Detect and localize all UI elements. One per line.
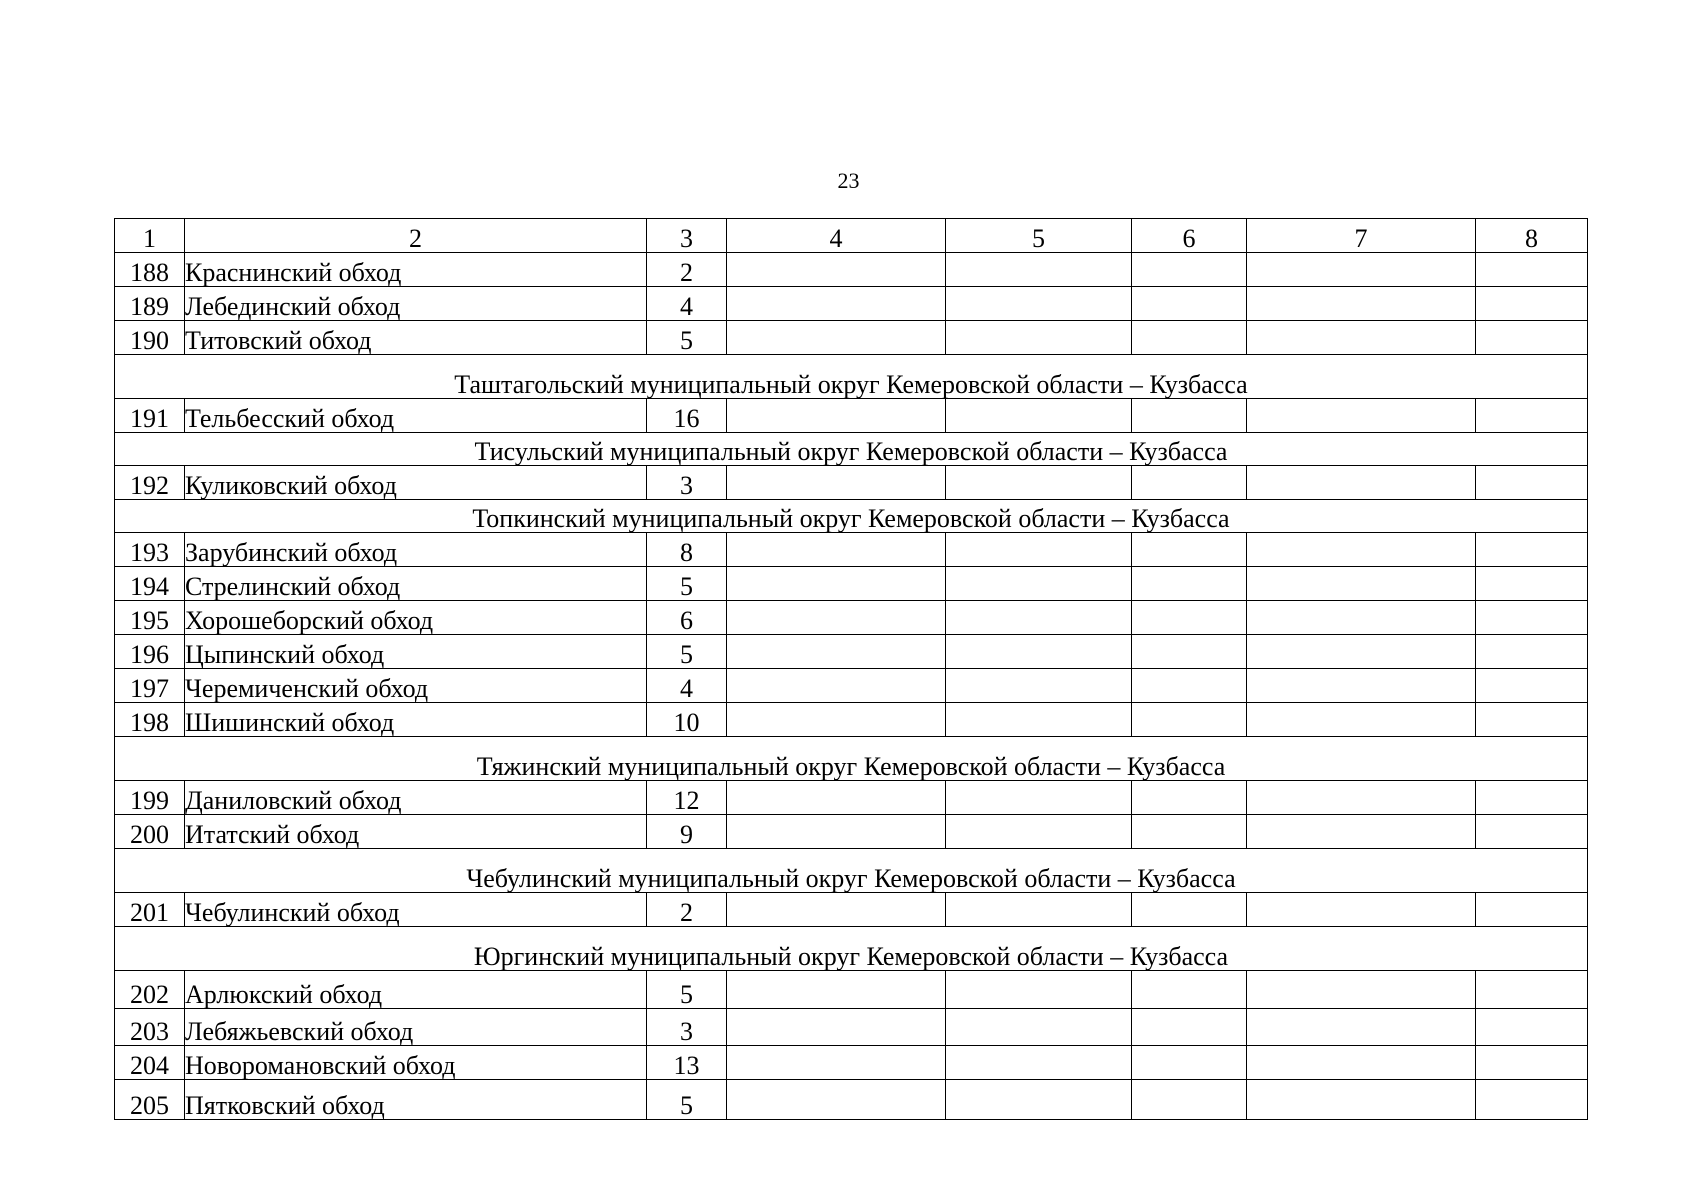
empty-cell — [946, 781, 1132, 815]
empty-cell — [1132, 253, 1247, 287]
empty-cell — [1247, 815, 1476, 849]
row-name: Итатский обход — [185, 815, 647, 849]
row-name: Чебулинский обход — [185, 893, 647, 927]
empty-cell — [1247, 253, 1476, 287]
empty-cell — [946, 669, 1132, 703]
column-header: 4 — [727, 219, 946, 253]
empty-cell — [727, 533, 946, 567]
header-row — [115, 219, 1588, 253]
row-value: 5 — [647, 567, 727, 601]
empty-cell — [1132, 971, 1247, 1009]
empty-cell — [946, 635, 1132, 669]
empty-cell — [946, 971, 1132, 1009]
row-number: 196 — [115, 635, 185, 669]
row-value: 13 — [647, 1046, 727, 1080]
empty-cell — [946, 601, 1132, 635]
empty-cell — [727, 466, 946, 500]
row-name: Краснинский обход — [185, 253, 647, 287]
row-value: 16 — [647, 399, 727, 433]
empty-cell — [727, 321, 946, 355]
empty-cell — [727, 971, 946, 1009]
section-title: Топкинский муниципальный округ Кемеровской области – Кузбасса — [115, 500, 1588, 533]
empty-cell — [1132, 781, 1247, 815]
row-name: Черемиченский обход — [185, 669, 647, 703]
row-value: 2 — [647, 253, 727, 287]
table-row — [115, 815, 1588, 849]
empty-cell — [1476, 635, 1588, 669]
empty-cell — [1132, 1009, 1247, 1046]
column-header: 8 — [1476, 219, 1588, 253]
empty-cell — [1476, 669, 1588, 703]
column-header: 7 — [1247, 219, 1476, 253]
row-number: 193 — [115, 533, 185, 567]
table-row — [115, 601, 1588, 635]
empty-cell — [946, 1009, 1132, 1046]
row-name: Цыпинский обход — [185, 635, 647, 669]
table-row — [115, 971, 1588, 1009]
empty-cell — [1247, 533, 1476, 567]
empty-cell — [946, 533, 1132, 567]
empty-cell — [1132, 703, 1247, 737]
empty-cell — [1132, 1080, 1247, 1120]
page-number: 23 — [837, 168, 860, 193]
empty-cell — [727, 781, 946, 815]
row-value: 2 — [647, 893, 727, 927]
row-number: 195 — [115, 601, 185, 635]
section-row — [115, 737, 1588, 781]
row-value: 5 — [647, 1080, 727, 1120]
empty-cell — [1476, 971, 1588, 1009]
row-number: 201 — [115, 893, 185, 927]
empty-cell — [1247, 399, 1476, 433]
row-number: 202 — [115, 971, 185, 1009]
row-name: Титовский обход — [185, 321, 647, 355]
empty-cell — [1132, 533, 1247, 567]
empty-cell — [1132, 399, 1247, 433]
row-number: 192 — [115, 466, 185, 500]
row-value: 10 — [647, 703, 727, 737]
table-row — [115, 567, 1588, 601]
row-name: Зарубинский обход — [185, 533, 647, 567]
column-header: 6 — [1132, 219, 1247, 253]
empty-cell — [946, 466, 1132, 500]
empty-cell — [946, 253, 1132, 287]
section-title: Чебулинский муниципальный округ Кемеровской области – Кузбасса — [115, 849, 1588, 893]
column-header: 2 — [185, 219, 647, 253]
empty-cell — [1247, 601, 1476, 635]
data-table — [114, 218, 1588, 1120]
empty-cell — [946, 399, 1132, 433]
table-row — [115, 466, 1588, 500]
empty-cell — [727, 703, 946, 737]
empty-cell — [1247, 1009, 1476, 1046]
empty-cell — [727, 1046, 946, 1080]
row-name: Шишинский обход — [185, 703, 647, 737]
table-row — [115, 399, 1588, 433]
empty-cell — [1247, 971, 1476, 1009]
row-name: Пятковский обход — [185, 1080, 647, 1120]
section-title: Таштагольский муниципальный округ Кемеровской области – Кузбасса — [115, 355, 1588, 399]
empty-cell — [727, 893, 946, 927]
empty-cell — [1247, 635, 1476, 669]
empty-cell — [1132, 466, 1247, 500]
empty-cell — [1132, 669, 1247, 703]
empty-cell — [1476, 1046, 1588, 1080]
row-number: 204 — [115, 1046, 185, 1080]
empty-cell — [1132, 321, 1247, 355]
empty-cell — [727, 1080, 946, 1120]
row-value: 3 — [647, 1009, 727, 1046]
empty-cell — [946, 1080, 1132, 1120]
table-row — [115, 1046, 1588, 1080]
table-row — [115, 893, 1588, 927]
empty-cell — [946, 287, 1132, 321]
empty-cell — [727, 1009, 946, 1046]
row-number: 199 — [115, 781, 185, 815]
empty-cell — [1476, 399, 1588, 433]
table-row — [115, 287, 1588, 321]
empty-cell — [1247, 287, 1476, 321]
empty-cell — [1132, 1046, 1247, 1080]
empty-cell — [727, 635, 946, 669]
row-name: Тельбесский обход — [185, 399, 647, 433]
row-value: 5 — [647, 321, 727, 355]
empty-cell — [946, 893, 1132, 927]
empty-cell — [1247, 1080, 1476, 1120]
empty-cell — [1132, 815, 1247, 849]
empty-cell — [1476, 601, 1588, 635]
empty-cell — [1132, 893, 1247, 927]
row-name: Лебединский обход — [185, 287, 647, 321]
row-number: 188 — [115, 253, 185, 287]
column-header: 1 — [115, 219, 185, 253]
row-value: 4 — [647, 669, 727, 703]
row-name: Куликовский обход — [185, 466, 647, 500]
row-number: 205 — [115, 1080, 185, 1120]
row-name: Хорошеборский обход — [185, 601, 647, 635]
empty-cell — [1476, 703, 1588, 737]
empty-cell — [1476, 1080, 1588, 1120]
empty-cell — [1476, 533, 1588, 567]
row-name: Новоромановский обход — [185, 1046, 647, 1080]
empty-cell — [1476, 321, 1588, 355]
empty-cell — [1247, 781, 1476, 815]
empty-cell — [727, 287, 946, 321]
table-row — [115, 781, 1588, 815]
empty-cell — [946, 321, 1132, 355]
empty-cell — [1247, 1046, 1476, 1080]
empty-cell — [1476, 253, 1588, 287]
empty-cell — [946, 815, 1132, 849]
table-row — [115, 669, 1588, 703]
row-number: 198 — [115, 703, 185, 737]
row-name: Стрелинский обход — [185, 567, 647, 601]
empty-cell — [1476, 893, 1588, 927]
section-row — [115, 355, 1588, 399]
empty-cell — [1476, 781, 1588, 815]
table-row — [115, 635, 1588, 669]
empty-cell — [946, 703, 1132, 737]
section-row — [115, 500, 1588, 533]
empty-cell — [1247, 321, 1476, 355]
empty-cell — [1247, 466, 1476, 500]
row-value: 12 — [647, 781, 727, 815]
row-number: 190 — [115, 321, 185, 355]
table-row — [115, 703, 1588, 737]
empty-cell — [727, 601, 946, 635]
section-title: Тяжинский муниципальный округ Кемеровской области – Кузбасса — [115, 737, 1588, 781]
row-value: 6 — [647, 601, 727, 635]
table-row — [115, 533, 1588, 567]
row-number: 191 — [115, 399, 185, 433]
empty-cell — [946, 567, 1132, 601]
empty-cell — [1476, 1009, 1588, 1046]
empty-cell — [1132, 635, 1247, 669]
empty-cell — [1132, 287, 1247, 321]
table-row — [115, 1009, 1588, 1046]
section-row — [115, 927, 1588, 971]
row-number: 200 — [115, 815, 185, 849]
column-header: 5 — [946, 219, 1132, 253]
empty-cell — [727, 669, 946, 703]
row-value: 8 — [647, 533, 727, 567]
table-row — [115, 253, 1588, 287]
empty-cell — [1476, 567, 1588, 601]
row-value: 9 — [647, 815, 727, 849]
empty-cell — [1476, 815, 1588, 849]
empty-cell — [1247, 567, 1476, 601]
table-row — [115, 1080, 1588, 1120]
row-name: Даниловский обход — [185, 781, 647, 815]
empty-cell — [1132, 567, 1247, 601]
empty-cell — [946, 1046, 1132, 1080]
row-number: 197 — [115, 669, 185, 703]
row-value: 3 — [647, 466, 727, 500]
empty-cell — [1247, 893, 1476, 927]
empty-cell — [1247, 703, 1476, 737]
section-title: Тисульский муниципальный округ Кемеровской области – Кузбасса — [115, 433, 1588, 466]
row-value: 5 — [647, 971, 727, 1009]
row-number: 189 — [115, 287, 185, 321]
row-value: 5 — [647, 635, 727, 669]
empty-cell — [1132, 601, 1247, 635]
empty-cell — [727, 253, 946, 287]
row-name: Арлюкский обход — [185, 971, 647, 1009]
section-title: Юргинский муниципальный округ Кемеровской области – Кузбасса — [115, 927, 1588, 971]
row-number: 194 — [115, 567, 185, 601]
empty-cell — [727, 815, 946, 849]
row-number: 203 — [115, 1009, 185, 1046]
section-row — [115, 433, 1588, 466]
section-row — [115, 849, 1588, 893]
column-header: 3 — [647, 219, 727, 253]
empty-cell — [727, 567, 946, 601]
empty-cell — [1476, 466, 1588, 500]
table-row — [115, 321, 1588, 355]
empty-cell — [1247, 669, 1476, 703]
empty-cell — [727, 399, 946, 433]
row-value: 4 — [647, 287, 727, 321]
empty-cell — [1476, 287, 1588, 321]
row-name: Лебяжьевский обход — [185, 1009, 647, 1046]
